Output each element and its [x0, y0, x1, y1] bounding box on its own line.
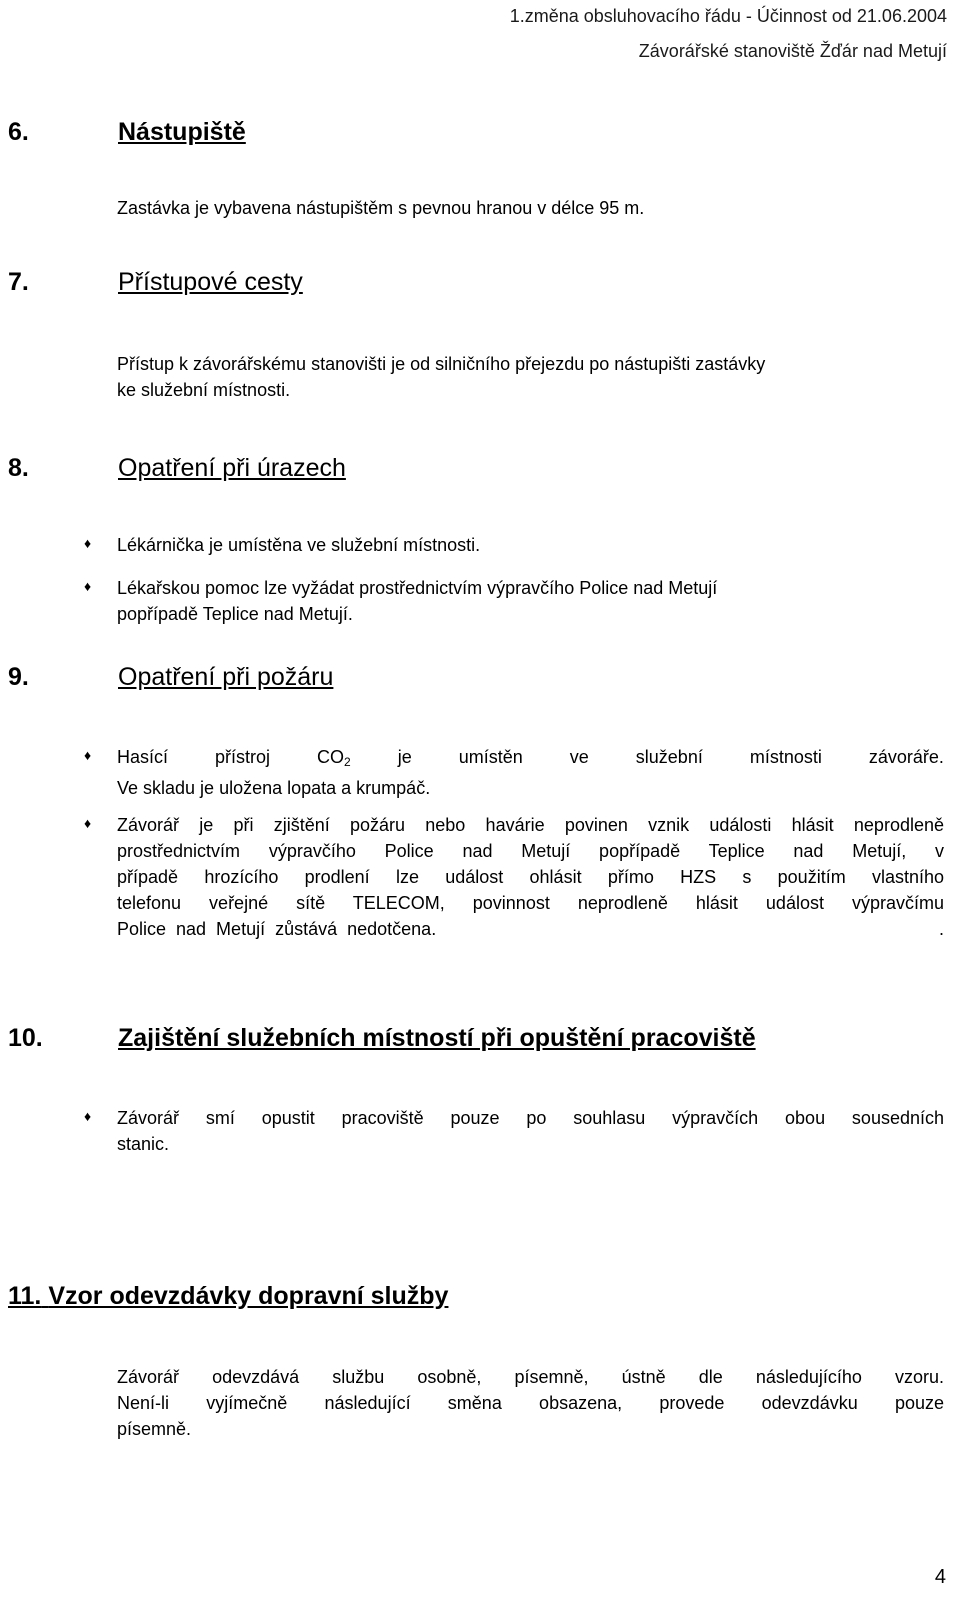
diamond-bullet-icon: ♦ [84, 535, 92, 551]
section-11-line-3: písemně. [117, 1419, 192, 1439]
section-8-bullet-1: Lékárnička je umístěna ve služební místnosti. [117, 535, 481, 555]
formula-subscript: 2 [344, 755, 351, 769]
section-10-bullet-1-line-1: Závorář smí opustit pracoviště pouze po souhlasu výpravčích obou sousedních [117, 1108, 944, 1128]
word: závoráře. [868, 747, 944, 767]
section-6-heading [8, 118, 246, 147]
section-11-line-1: Závorář odevzdává službu osobně, písemně, ústně dle následujícího vzoru. [117, 1367, 944, 1387]
section-9-bullet-2-line-1: Závorář je při zjištění požáru nebo havárie povinen vznik události hlásit neprodleně [117, 815, 944, 835]
section-9-bullet-1-line-1 [117, 744, 944, 775]
section-6-text: Zastávka je vybavena nástupištěm s pevnou hranou v délce 95 m. [117, 198, 645, 218]
section-7-line-1: Přístup k závorářskému stanovišti je od silničního přejezdu po nástupišti zastávky [117, 354, 766, 374]
diamond-bullet-icon: ♦ [84, 815, 92, 831]
section-8-heading [8, 454, 346, 483]
word: umístěn [458, 747, 523, 767]
section-10-title: Zajištění služebních místností při opuštění pracoviště [118, 1024, 756, 1052]
section-7-number: 7. [8, 268, 29, 296]
word: Hasící [117, 747, 169, 767]
section-7-title: Přístupové cesty [118, 268, 303, 296]
word: ve [569, 747, 589, 767]
section-9-number: 9. [8, 663, 29, 691]
section-11-line-2: Není-li vyjímečně následující směna obsazena, provede odevzdávku pouze [117, 1393, 944, 1413]
section-11-heading [8, 1282, 448, 1311]
section-7-line-2: ke služební místnosti. [117, 380, 291, 400]
section-10-number: 10. [8, 1024, 43, 1052]
word: místnosti [749, 747, 822, 767]
section-10-bullet-1 [117, 1105, 944, 1157]
diamond-bullet-icon: ♦ [84, 578, 92, 594]
section-9-title: Opatření při požáru [118, 663, 334, 691]
section-8-bullet-2-line-2: popřípadě Teplice nad Metují. [117, 604, 353, 624]
diamond-bullet-icon: ♦ [84, 747, 92, 763]
diamond-bullet-icon: ♦ [84, 1108, 92, 1124]
section-9-bullet-2 [117, 812, 944, 942]
section-7-heading [8, 268, 303, 297]
section-6-title: Nástupiště [118, 118, 246, 146]
section-9-bullet-2-line-3: případě hrozícího prodlení lze událost ohlásit přímo HZS s použitím vlastního [117, 867, 944, 887]
page-number: 4 [934, 1566, 946, 1588]
section-8-title: Opatření při úrazech [118, 454, 346, 482]
section-11-title: Vzor odevzdávky dopravní služby [48, 1282, 449, 1310]
word: je [397, 747, 412, 767]
section-9-heading [8, 663, 333, 692]
section-8-number: 8. [8, 454, 29, 482]
formula-text: CO [317, 747, 345, 767]
last-line-dot: . [938, 919, 944, 939]
section-10-heading [8, 1024, 756, 1053]
section-6-number: 6. [8, 118, 29, 146]
co2-formula [317, 744, 351, 775]
section-8-bullet-2-line-1: Lékařskou pomoc lze vyžádat prostřednictvím výpravčího Police nad Metují [117, 578, 718, 598]
section-11-text [117, 1364, 944, 1442]
word: přístroj [215, 747, 271, 767]
section-9-bullet-2-line-5 [117, 916, 944, 942]
section-8-bullet-2 [117, 575, 944, 627]
word: služební [635, 747, 703, 767]
section-9-bullet-1-line-2: Ve skladu je uložena lopata a krumpáč. [117, 778, 431, 798]
section-11-number: 11. [8, 1282, 42, 1310]
section-10-bullet-1-line-2: stanic. [117, 1134, 170, 1154]
section-9-bullet-2-line-2: prostřednictvím výpravčího Police nad Metují popřípadě Teplice nad Metují, v [117, 841, 944, 861]
section-9-bullet-1 [117, 744, 944, 801]
header-location: Závorářské stanoviště Žďár nad Metují [638, 41, 947, 61]
header-revision: 1.změna obsluhovacího řádu - Účinnost od 21.06.2004 [509, 6, 947, 26]
last-line-text: Police nad Metují zůstává nedotčena. [117, 919, 437, 939]
section-9-bullet-2-line-4: telefonu veřejné sítě TELECOM, povinnost neprodleně hlásit událost výpravčímu [117, 893, 944, 913]
section-7-text [117, 351, 944, 403]
